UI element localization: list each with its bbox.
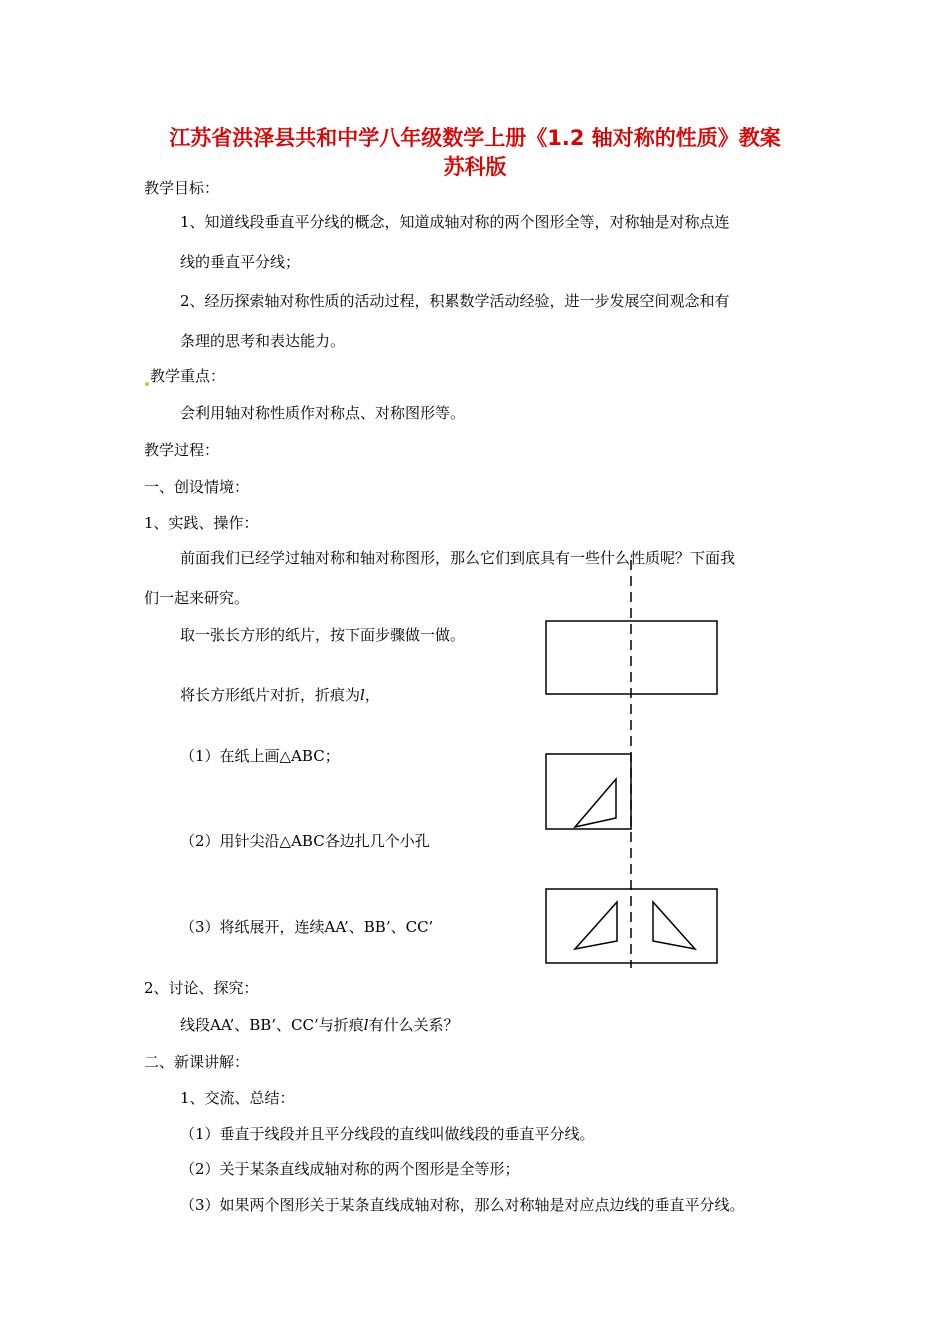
document-title-line2: 苏科版 — [443, 155, 507, 179]
section-2-heading: 二、新课讲解： — [144, 1053, 250, 1071]
summary-item-3: （3）如果两个图形关于某条直线成轴对称，那么对称轴是对应点边线的垂直平分线。 — [180, 1196, 745, 1214]
fold-text-end: ， — [364, 686, 380, 704]
document-title-line1: 江苏省洪泽县共和中学八年级数学上册《1.2 轴对称的性质》教案 — [169, 126, 781, 150]
section-1-heading: 一、创设情境： — [144, 478, 250, 496]
operation-1: （1）在纸上画△ABC； — [180, 747, 340, 765]
objective-1-line-b: 线的垂直平分线； — [180, 253, 301, 271]
fold-text-main: 将长方形纸片对折，折痕为 — [180, 686, 361, 704]
summary-item-1: （1）垂直于线段并且平分线段的直线叫做线段的垂直平分线。 — [180, 1125, 595, 1143]
objectives-heading: 教学目标： — [144, 179, 220, 197]
key-points-heading-text: 教学重点： — [150, 367, 226, 385]
intro-line-b: 们一起来研究。 — [144, 589, 250, 607]
fold-variable: l — [360, 686, 365, 704]
objective-2-line-a: 2、经历探索轴对称性质的活动过程，积累数学活动经验，进一步发展空间观念和有 — [180, 292, 730, 310]
question-variable: l — [363, 1016, 369, 1034]
summary-heading: 1、交流、总结： — [180, 1089, 295, 1107]
summary-item-2: （2）关于某条直线成轴对称的两个图形是全等形； — [180, 1160, 520, 1178]
question-text-a: 线段AA’、BB’、CC’与折痕 — [180, 1016, 364, 1034]
triangle-right-reflection — [653, 902, 695, 949]
step-2-heading: 2、讨论、探究： — [144, 979, 259, 997]
question-text-b: 有什么关系？ — [368, 1016, 459, 1034]
objective-1-line-a: 1、知道线段垂直平分线的概念，知道成轴对称的两个图形全等，对称轴是对称点连 — [180, 213, 730, 231]
step-1-heading: 1、实践、操作： — [144, 514, 259, 532]
objective-2-line-b: 条理的思考和表达能力。 — [180, 332, 346, 350]
folded-paper-rectangle — [546, 754, 631, 829]
take-paper-text: 取一张长方形的纸片，按下面步骤做一做。 — [180, 626, 466, 644]
intro-line-a: 前面我们已经学过轴对称和轴对称图形，那么它们到底具有一些什么性质呢？下面我 — [180, 549, 736, 567]
triangle-abc — [575, 779, 616, 827]
operation-2: （2）用针尖沿△ABC各边扎几个小孔 — [180, 832, 430, 850]
key-points-text: 会利用轴对称性质作对称点、对称图形等。 — [180, 404, 466, 422]
triangle-left — [575, 902, 617, 949]
process-heading: 教学过程： — [144, 441, 220, 459]
operation-3: （3）将纸展开，连续AA’、BB’、CC’ — [180, 918, 434, 936]
